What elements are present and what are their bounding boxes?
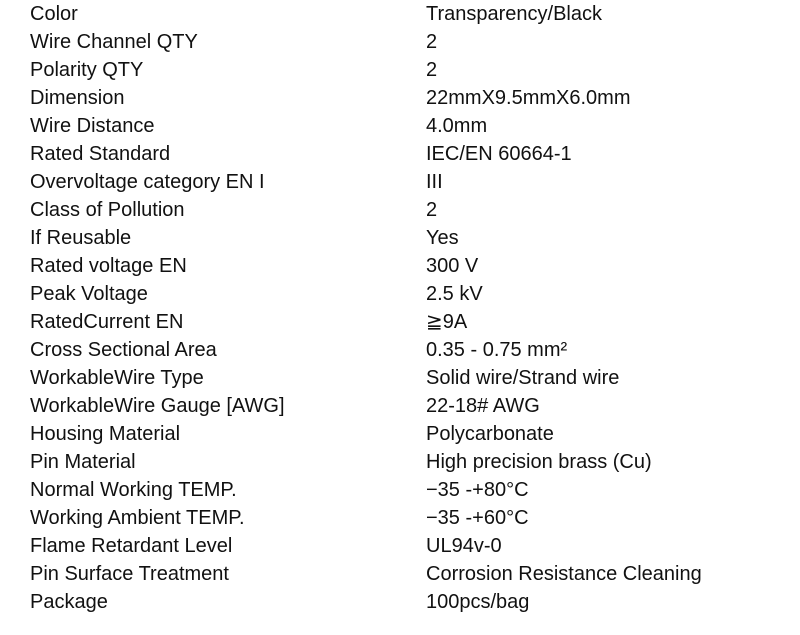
- spec-label: Wire Distance: [30, 115, 155, 137]
- spec-label: Class of Pollution: [30, 199, 185, 221]
- spec-value: Solid wire/Strand wire: [426, 367, 620, 389]
- spec-row-peak-voltage: [30, 280, 790, 308]
- spec-label: If Reusable: [30, 227, 132, 249]
- spec-value: −35 -+60°C: [426, 507, 529, 529]
- spec-value: 2: [426, 199, 438, 221]
- spec-label: Rated Standard: [30, 143, 171, 165]
- spec-value: High precision brass (Cu): [426, 451, 652, 473]
- spec-label: RatedCurrent EN: [30, 311, 184, 333]
- spec-label: Wire Channel QTY: [30, 31, 198, 53]
- spec-label: Dimension: [30, 87, 125, 109]
- spec-label: Working Ambient TEMP.: [30, 507, 245, 529]
- spec-value: 2: [426, 59, 438, 81]
- spec-label: Cross Sectional Area: [30, 339, 217, 361]
- spec-value: 2.5 kV: [426, 283, 483, 305]
- spec-row-housing-material: [30, 420, 790, 448]
- spec-row-overvoltage-category: [30, 168, 790, 196]
- spec-row-wire-channel-qty: [30, 28, 790, 56]
- spec-row-workable-wire-type: [30, 364, 790, 392]
- spec-label: Overvoltage category EN I: [30, 171, 265, 193]
- spec-row-flame-retardant-level: [30, 532, 790, 560]
- spec-value: 100pcs/bag: [426, 591, 530, 613]
- spec-row-class-of-pollution: [30, 196, 790, 224]
- spec-row-working-ambient-temp: [30, 504, 790, 532]
- spec-value: Transparency/Black: [426, 3, 602, 25]
- spec-row-package: [30, 588, 790, 616]
- spec-value: UL94v-0: [426, 535, 502, 557]
- spec-value: ≧9A: [426, 311, 468, 333]
- spec-row-pin-surface-treatment: [30, 560, 790, 588]
- spec-label: WorkableWire Gauge [AWG]: [30, 395, 285, 417]
- spec-value: 2: [426, 31, 438, 53]
- spec-label: Polarity QTY: [30, 59, 144, 81]
- spec-row-dimension: [30, 84, 790, 112]
- spec-row-rated-voltage: [30, 252, 790, 280]
- spec-row-rated-standard: [30, 140, 790, 168]
- spec-row-wire-distance: [30, 112, 790, 140]
- spec-value: 22-18# AWG: [426, 395, 540, 417]
- spec-label: Pin Material: [30, 451, 136, 473]
- spec-label: Flame Retardant Level: [30, 535, 233, 557]
- spec-row-color: [30, 0, 790, 28]
- spec-value: Yes: [426, 227, 459, 249]
- spec-row-polarity-qty: [30, 56, 790, 84]
- spec-row-workable-wire-gauge: [30, 392, 790, 420]
- spec-value: 0.35 - 0.75 mm²: [426, 339, 568, 361]
- spec-table: [30, 0, 790, 616]
- spec-label: Peak Voltage: [30, 283, 148, 305]
- spec-value: 300 V: [426, 255, 479, 277]
- spec-value: III: [426, 171, 443, 193]
- spec-value: Polycarbonate: [426, 423, 554, 445]
- spec-value: Corrosion Resistance Cleaning: [426, 563, 702, 585]
- spec-label: Color: [30, 3, 78, 25]
- spec-row-pin-material: [30, 448, 790, 476]
- spec-label: WorkableWire Type: [30, 367, 204, 389]
- spec-row-if-reusable: [30, 224, 790, 252]
- spec-value: −35 -+80°C: [426, 479, 529, 501]
- spec-label: Rated voltage EN: [30, 255, 187, 277]
- spec-label: Package: [30, 591, 108, 613]
- spec-row-cross-sectional-area: [30, 336, 790, 364]
- spec-row-rated-current: [30, 308, 790, 336]
- spec-value: IEC/EN 60664-1: [426, 143, 572, 165]
- spec-label: Pin Surface Treatment: [30, 563, 229, 585]
- spec-row-normal-working-temp: [30, 476, 790, 504]
- spec-label: Normal Working TEMP.: [30, 479, 237, 501]
- spec-value: 4.0mm: [426, 115, 488, 137]
- spec-label: Housing Material: [30, 423, 181, 445]
- spec-value: 22mmX9.5mmX6.0mm: [426, 87, 631, 109]
